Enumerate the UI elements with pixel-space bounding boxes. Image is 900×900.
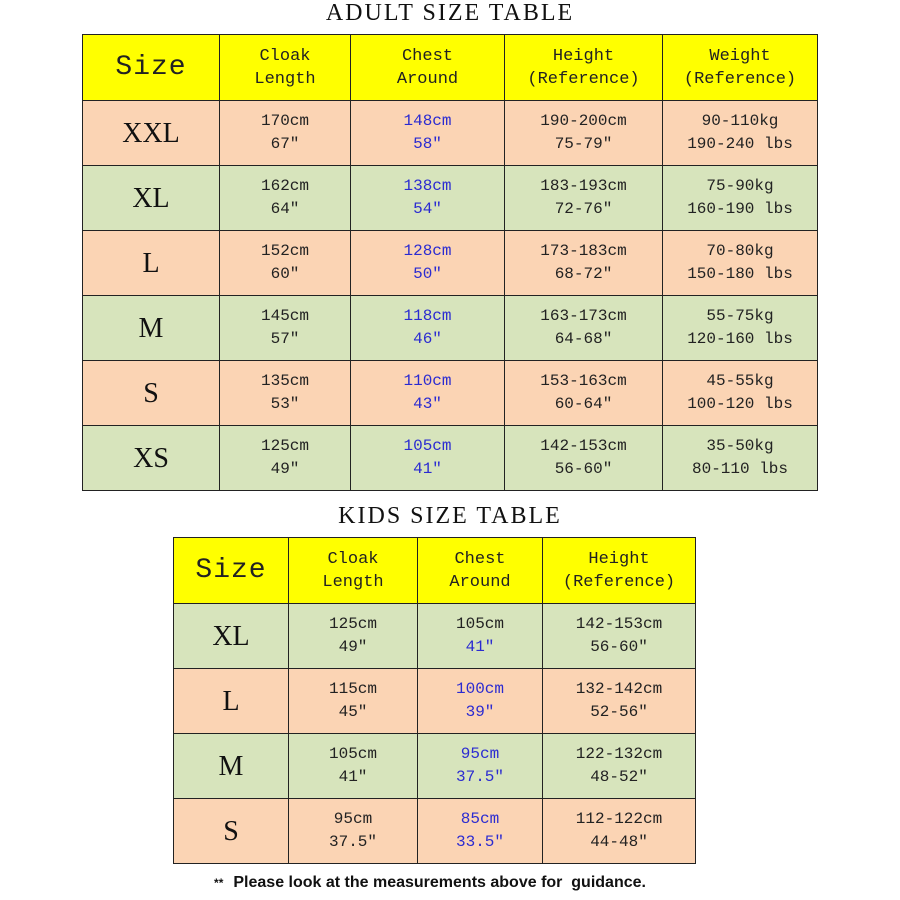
chest-around-cell: 100cm 39″ <box>418 669 543 734</box>
size-label: L <box>174 669 289 734</box>
kids-table-title: KIDS SIZE TABLE <box>338 503 562 529</box>
size-label: XL <box>83 166 220 231</box>
kids-size-table <box>173 537 696 864</box>
chest-around-cell: 85cm 33.5″ <box>418 799 543 864</box>
guidance-note-text: Please look at the measurements above for guidance. <box>233 874 646 891</box>
table-row <box>83 296 818 361</box>
adult-header-weight: Weight (Reference) <box>663 35 818 101</box>
weight-cell: 90-110kg 190-240 lbs <box>663 101 818 166</box>
weight-cell: 45-55kg 100-120 lbs <box>663 361 818 426</box>
table-row <box>83 166 818 231</box>
weight-cell: 55-75kg 120-160 lbs <box>663 296 818 361</box>
size-label: S <box>174 799 289 864</box>
weight-cell: 35-50kg 80-110 lbs <box>663 426 818 491</box>
kids-header-chest: Chest Around <box>418 538 543 604</box>
height-cell: 112-122cm 44-48″ <box>543 799 696 864</box>
adult-table-title: ADULT SIZE TABLE <box>325 0 575 26</box>
height-cell: 132-142cm 52-56″ <box>543 669 696 734</box>
size-label: L <box>83 231 220 296</box>
table-row <box>174 799 696 864</box>
table-row <box>83 426 818 491</box>
height-cell: 183-193cm 72-76″ <box>505 166 663 231</box>
kids-header-cloak: Cloak Length <box>289 538 418 604</box>
cloak-length-cell: 152cm 60″ <box>220 231 351 296</box>
height-cell: 190-200cm 75-79″ <box>505 101 663 166</box>
kids-header-size: Size <box>174 538 289 604</box>
chest-around-cell: 138cm 54″ <box>351 166 505 231</box>
weight-cell: 70-80kg 150-180 lbs <box>663 231 818 296</box>
table-row <box>174 734 696 799</box>
adult-header-height: Height (Reference) <box>505 35 663 101</box>
table-row <box>174 604 696 669</box>
table-row <box>83 231 818 296</box>
chest-around-cell: 118cm 46″ <box>351 296 505 361</box>
cloak-length-cell: 105cm 41″ <box>289 734 418 799</box>
size-label: XXL <box>83 101 220 166</box>
weight-cell: 75-90kg 160-190 lbs <box>663 166 818 231</box>
chest-around-cell: 110cm 43″ <box>351 361 505 426</box>
height-cell: 142-153cm 56-60″ <box>543 604 696 669</box>
chest-around-cell: 95cm 37.5″ <box>418 734 543 799</box>
height-cell: 142-153cm 56-60″ <box>505 426 663 491</box>
chest-around-cell: 128cm 50″ <box>351 231 505 296</box>
chest-around-cell: 105cm 41″ <box>418 604 543 669</box>
height-cell: 122-132cm 48-52″ <box>543 734 696 799</box>
adult-header-row <box>83 35 818 101</box>
size-label: XS <box>83 426 220 491</box>
adult-header-size: Size <box>83 35 220 101</box>
table-row <box>83 101 818 166</box>
adult-size-table <box>82 34 818 491</box>
guidance-note <box>0 874 860 892</box>
cloak-length-cell: 135cm 53″ <box>220 361 351 426</box>
cloak-length-cell: 162cm 64″ <box>220 166 351 231</box>
cloak-length-cell: 125cm 49″ <box>220 426 351 491</box>
kids-header-row <box>174 538 696 604</box>
table-row <box>83 361 818 426</box>
size-label: XL <box>174 604 289 669</box>
adult-header-cloak: Cloak Length <box>220 35 351 101</box>
size-label: M <box>83 296 220 361</box>
size-label: M <box>174 734 289 799</box>
cloak-length-cell: 145cm 57″ <box>220 296 351 361</box>
cloak-length-cell: 95cm 37.5″ <box>289 799 418 864</box>
adult-header-chest: Chest Around <box>351 35 505 101</box>
size-label: S <box>83 361 220 426</box>
cloak-length-cell: 115cm 45″ <box>289 669 418 734</box>
table-row <box>174 669 696 734</box>
chest-around-cell: 148cm 58″ <box>351 101 505 166</box>
height-cell: 173-183cm 68-72″ <box>505 231 663 296</box>
chest-around-cell: 105cm 41″ <box>351 426 505 491</box>
cloak-length-cell: 170cm 67″ <box>220 101 351 166</box>
cloak-length-cell: 125cm 49″ <box>289 604 418 669</box>
height-cell: 153-163cm 60-64″ <box>505 361 663 426</box>
height-cell: 163-173cm 64-68″ <box>505 296 663 361</box>
kids-header-height: Height (Reference) <box>543 538 696 604</box>
asterisks: ** <box>214 875 224 890</box>
